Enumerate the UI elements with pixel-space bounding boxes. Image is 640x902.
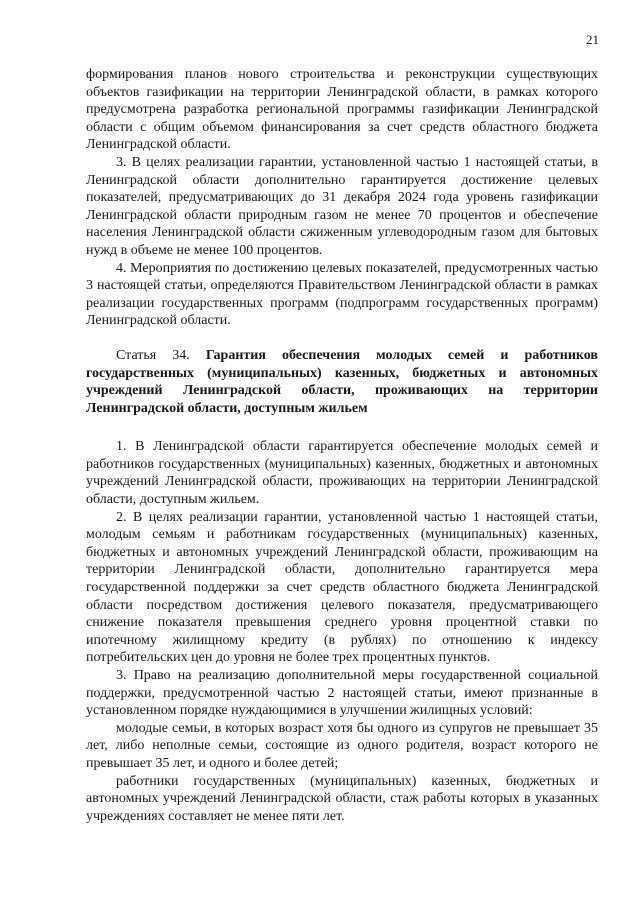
article-title: Гарантия обеспечения молодых семей и работников государственных (муниципальных) казенных, бюджетных и автономных учреждений Ленинградской области, проживающих на территории Ленинградской области, доступным жильем	[86, 347, 598, 416]
article-part-2: 2. В целях реализации гарантии, установленной частью 1 настоящей статьи, молодым семьям и работникам государственных (муниципальных) казенных, бюджетных и автономных учреждений Ленинградской области, проживающим на территории Ленинградской области, дополнительно гарантируется мера государственной поддержки за счет средств областного бюджета Ленинградской области посредством достижения целевого показателя, предусматривающего снижение показателя превышения среднего уровня процентной ставки по ипотечному жилищному кредиту (в рублях) по отношению к индексу потребительских цен до уровня не более трех процентных пунктов.	[86, 509, 598, 666]
article-part-1: 1. В Ленинградской области гарантируется обеспечение молодых семей и работников государственных (муниципальных) казенных, бюджетных и автономных учреждений Ленинградской области, проживающих на территории Ленинградской области, доступным жильем.	[86, 439, 598, 508]
list-item-young-families: молодые семьи, в которых возраст хотя бы одного из супругов не превышает 35 лет, либо неполные семьи, состоящие из одного родителя, возраст которого не превышает 35 лет, и одного и более детей;	[86, 720, 598, 771]
page-number: 21	[586, 32, 599, 47]
paragraph-part-3: 3. В целях реализации гарантии, установленной частью 1 настоящей статьи, в Ленинградской области дополнительно гарантируется достижение целевых показателей, предусматривающих до 31 декабря 2024 года уровень газификации Ленинградской области природным газом не менее 70 процентов и обеспечение населения Ленинградской области сжиженным углеводородным газом для бытовых нужд в объеме не менее 100 процентов.	[86, 154, 598, 258]
paragraph-continuation: формирования планов нового строительства и реконструкции существующих объектов газификации на территории Ленинградской области, в рамках которого предусмотрена разработка региональной программы газификации Ленинградской области с общим объемом финансирования за счет средств областного бюджета Ленинградской области.	[86, 67, 598, 153]
paragraph-part-4: 4. Мероприятия по достижению целевых показателей, предусмотренных частью 3 настоящей статьи, определяются Правительством Ленинградской области в рамках реализации государственных программ (подпрограмм государственных программ) Ленинградской области.	[86, 260, 598, 329]
list-item-employees: работники государственных (муниципальных) казенных, бюджетных и автономных учреждений Ленинградской области, стаж работы которых в указанных учреждениях составляет не менее пяти лет.	[86, 773, 598, 824]
article-part-3: 3. Право на реализацию дополнительной меры государственной социальной поддержки, предусмотренной частью 2 настоящей статьи, имеют признанные в установленном порядке нуждающимися в улучшении жилищных условий:	[86, 668, 598, 719]
article-heading	[86, 347, 598, 417]
article-number: Статья 34.	[116, 347, 206, 363]
document-body	[86, 66, 598, 825]
